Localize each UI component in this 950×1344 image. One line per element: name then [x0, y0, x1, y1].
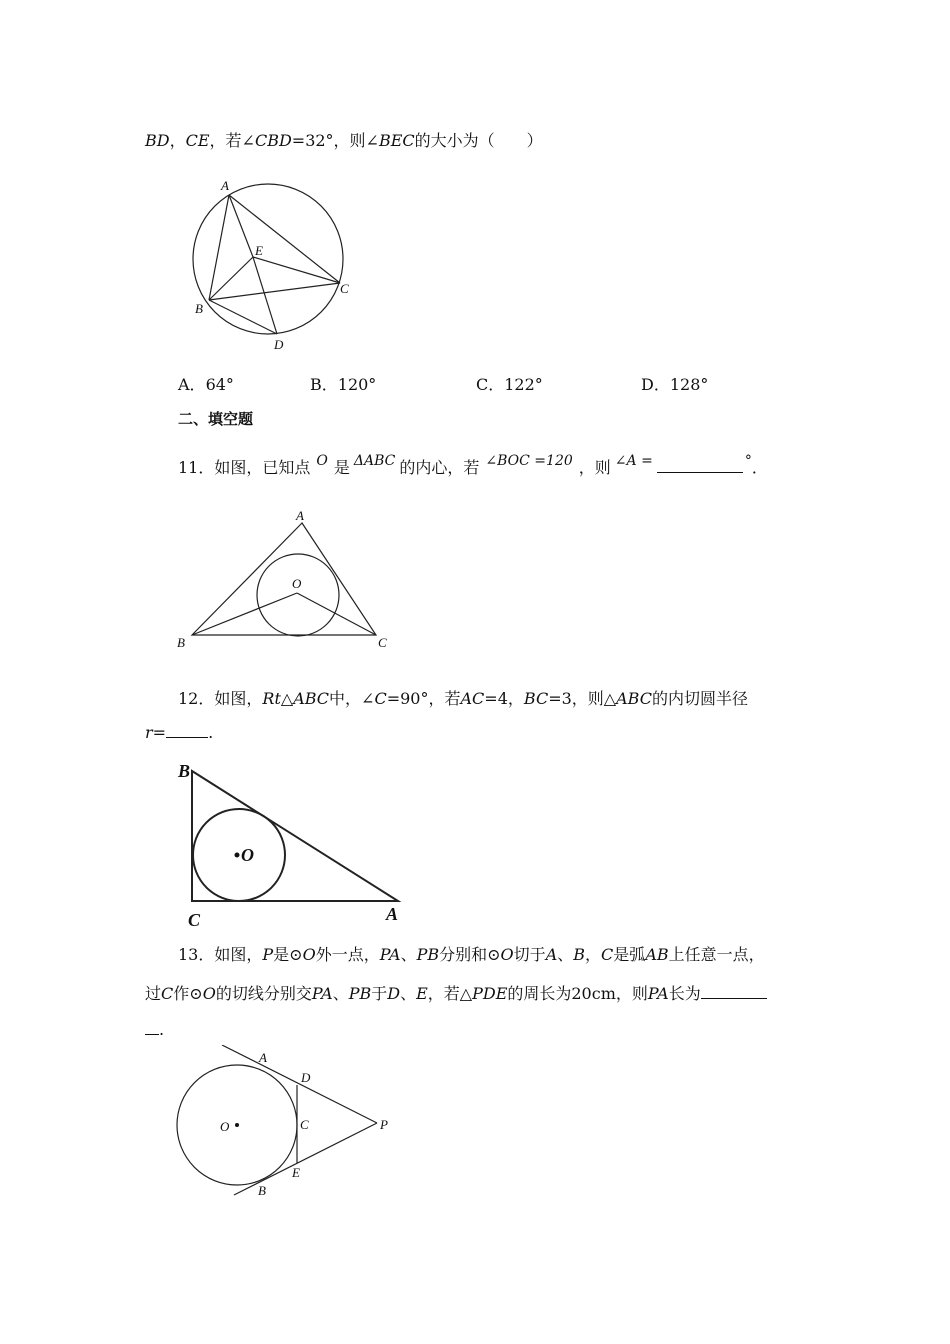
label-e: E [255, 243, 263, 258]
label-e: E [292, 1165, 300, 1180]
q13-answer-blank[interactable] [701, 998, 767, 999]
q13-answer-blank-cont[interactable] [145, 1034, 159, 1035]
text-if-angle: ，若∠ [209, 131, 255, 150]
q11-stem: 11．如图，已知点 O 是 ΔABC 的内心，若 ∠BOC =120 ，则 ∠A = °． [178, 453, 768, 477]
label-b: B [258, 1183, 266, 1198]
triangle-abc: ΔABC [353, 453, 396, 469]
section-title-fill-in: 二、填空题 [178, 410, 254, 428]
q13-figure [170, 1045, 400, 1205]
label-c: C [378, 635, 387, 650]
q11-number: 11． [178, 458, 215, 477]
q11-figure [170, 505, 400, 655]
q13-number: 13． [178, 945, 215, 964]
degree-sign: ° [744, 453, 752, 469]
label-p: P [380, 1117, 388, 1132]
q13-stem-line2: 过C作⊙O的切线分别交PA、PB于D、E，若△PDE的周长为20cm，则PA长为 [145, 981, 767, 1004]
angle-boc: ∠BOC =120 [485, 453, 573, 469]
option-a[interactable]: A．64° [178, 375, 234, 394]
label-o: O [241, 845, 254, 865]
label-a: A [296, 508, 304, 523]
q10-figure [185, 175, 360, 355]
angle-cbd: CBD [254, 131, 292, 150]
label-c: C [300, 1117, 309, 1132]
q12-stem-line2: r= . [145, 723, 214, 742]
q12-figure [176, 755, 406, 927]
text-question: 的大小为（ ） [414, 131, 543, 150]
label-a: A [386, 904, 399, 924]
option-c[interactable]: C．122° [476, 375, 543, 394]
label-a: A [221, 178, 229, 193]
q13-stem-line1: 13．如图，P是⊙O外一点，PA、PB分别和⊙O切于A、B，C是弧AB上任意一点， [178, 945, 765, 964]
text-value: =32°，则∠ [291, 131, 379, 150]
q12-number: 12． [178, 689, 215, 708]
label-o: O [220, 1119, 230, 1134]
angle-a: ∠A = [614, 453, 653, 469]
label-o: O [292, 576, 302, 591]
q12-answer-blank[interactable] [166, 737, 208, 738]
q10-stem-tail [145, 128, 543, 151]
label-d: D [301, 1070, 311, 1085]
seg-ce: CE [185, 131, 210, 150]
label-a: A [259, 1050, 267, 1065]
q12-stem: 12．如图，Rt△ABC中，∠C=90°，若AC=4，BC=3，则△ABC的内切圆半径 [178, 689, 748, 708]
comma: ， [169, 131, 186, 150]
seg-bd: BD [145, 131, 170, 150]
point-o: O [316, 453, 328, 469]
option-d[interactable]: D．128° [641, 375, 709, 394]
label-b: B [178, 761, 191, 781]
label-d: D [274, 337, 284, 352]
label-c: C [188, 910, 201, 927]
option-b[interactable]: B．120° [310, 375, 377, 394]
label-b: B [177, 635, 185, 650]
q13-stem-line3: . [145, 1020, 164, 1039]
angle-bec: BEC [378, 131, 415, 150]
q11-answer-blank[interactable] [657, 472, 743, 473]
label-c: C [340, 281, 349, 296]
label-b: B [195, 301, 203, 316]
